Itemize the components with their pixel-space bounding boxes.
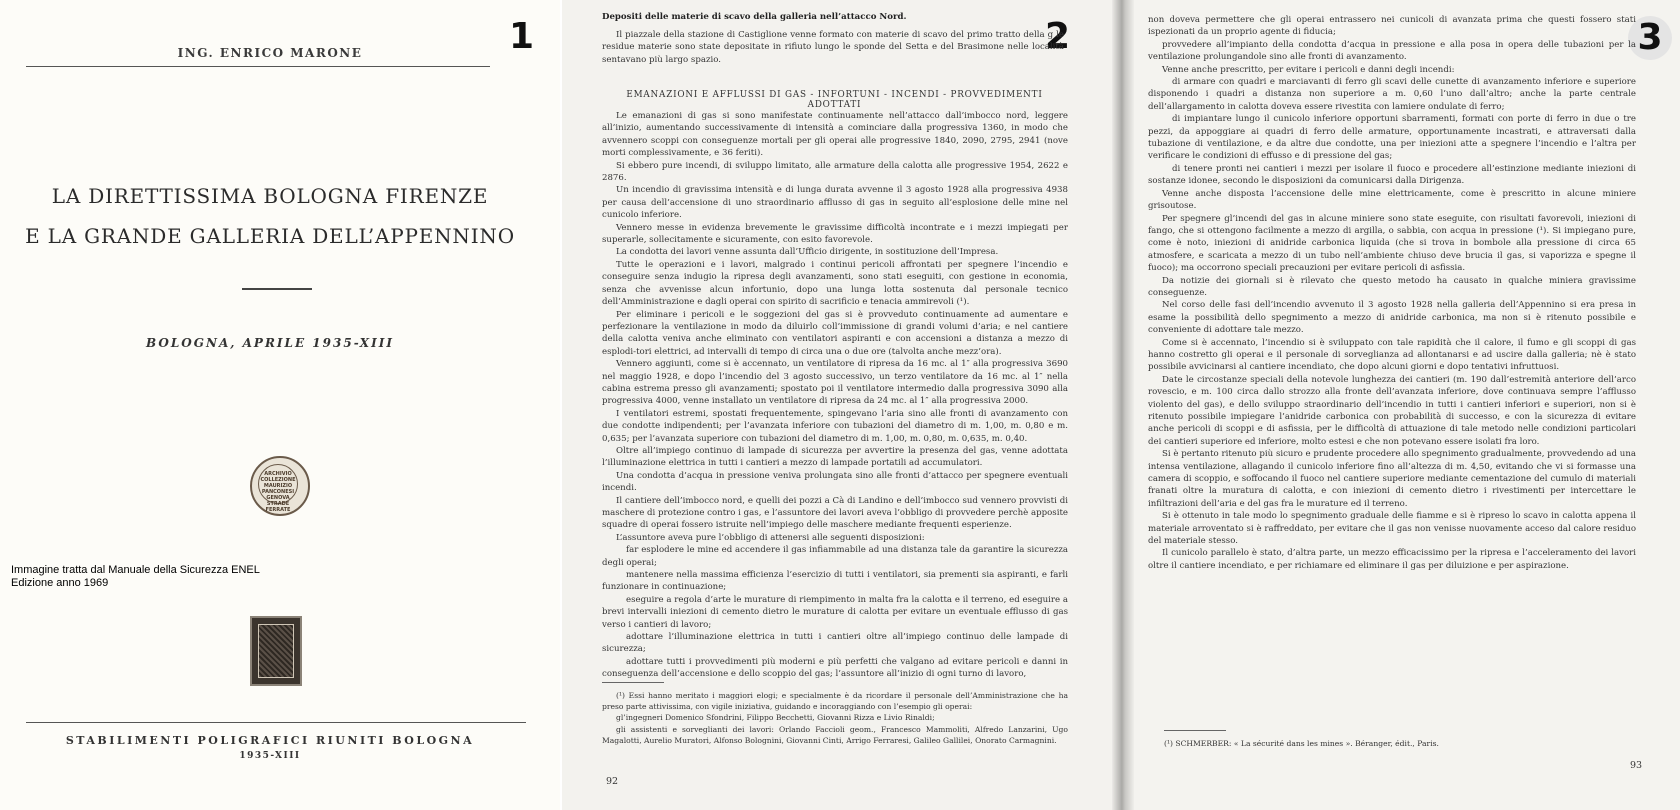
paragraph: Nel corso delle fasi dell’incendio avvenuto il 3 agosto 1928 nella galleria dell’Appennino si era presa in esame la possibilità dello spegnimento a mezzo di anidride carbonica, ma non si è ritenuto possibile e conveniente di adottare tale mezzo. <box>1148 300 1636 336</box>
page-92-footnote <box>602 690 1068 756</box>
paragraph: Date le circostanze speciali della notevole lunghezza dei cantieri (m. 190 dall’estremità anteriore dell’arco rovescio, e m. 100 circa dallo strozzo alla fronte dell’avanzata inferiore, dove continuava sempre l’afflusso violento del gas), e dello sviluppo straordinario dell’incendio in tutti i cantieri inferiori e superiori, non si è ritenuto possibile impiegare l’anidride carbonica con probabilità di successo, e con la sicurezza di evitare anche pericoli di scoppi e di asfissia, per le difficoltà di attuazione di tale metodo nelle condizioni particolari dei cantieri superiore ed inferiore, molto estesi e che non potevano essere isolati fra loro. <box>1148 374 1636 447</box>
paragraph: Un incendio di gravissima intensità e di lunga durata avvenne il 3 agosto 1928 alla progressiva 4938 per causa dell’accensione di uno straordinario afflusso di gas in seguito all’esplosione delle mine nel cunicolo inferiore. <box>602 185 1068 221</box>
paragraph: Il cantiere dell’imbocco nord, e quelli dei pozzi a Cà di Landino e dell’imbocco sud vennero provvisti di maschere di protezione contro i gas, e l’assuntore dei lavori aveva l’obbligo di provvedere perchè apposite squadre di operai fossero istruite nell’impiego delle maschere mediante frequenti esperienze. <box>602 495 1068 531</box>
publication-year: 1935-XIII <box>239 751 301 761</box>
paragraph: di impiantare lungo il cunicolo inferiore opportuni sbarramenti, formati con porte di ferro in due o tre pezzi, da appoggiare ai quadri di ferro delle armature, opportunamente incastrati, e attraversati dalla tubazione di ventilazione, e da altre due condotte, una per iniezioni atte a spegnere l’incendio e l’altra per verificare le condizioni di effusso e di pressione del gas; <box>1148 114 1636 162</box>
page-93-body <box>1148 14 1636 571</box>
top-rule <box>26 66 490 67</box>
page-number: 92 <box>606 776 619 787</box>
paragraph: L’assuntore aveva pure l’obbligo di attenersi alle seguenti disposizioni: <box>616 532 925 543</box>
paragraph: Venne anche prescritto, per evitare i pericoli e danni degli incendi: <box>1162 64 1455 75</box>
paragraph: non doveva permettere che gli operai entrassero nei cunicoli di avanzata prima che questi fossero stati ispezionati da un proprio agente di fiducia; <box>1148 15 1636 38</box>
panel-number: 3 <box>1628 16 1672 60</box>
footnote-rule <box>602 682 664 683</box>
paragraph: Il piazzale della stazione di Castiglione venne formato con materie di scavo del primo tratto della g le residue materie sono state depositate in rifiuto lungo le sponde del Setta e del Brasimone nelle località sentavano più largo spazio. <box>602 30 1064 65</box>
author: ING. ENRICO MARONE <box>177 46 363 60</box>
paragraph: di armare con quadri e marciavanti di ferro gli scavi delle cunette di avanzamento inferiore e superiore disponendo i quadri a distanza non superiore a m. 0,60 l’uno dall’altro; anche la parte centrale dell’allargamento in calotta doveva essere rivestita con lamiere ondulate di ferro; <box>1148 77 1636 112</box>
page-92-body <box>602 110 1068 680</box>
paragraph: Si è ottenuto in tale modo lo spegnimento graduale delle fiamme e si è ripreso lo scavo in calotta appena il materiale arroventato si è raffreddato, per evitare che il gas non venisse nuovamente acceso dal calore residuo del materiale stesso. <box>1148 511 1636 547</box>
paragraph: Oltre all’impiego continuo di lampade di sicurezza per avvertire la presenza del gas, venne adottata l’illuminazione elettrica in tutti i cantieri a mezzo di lampade portatili ad accumulatori. <box>602 445 1068 469</box>
paragraph: Per spegnere gl’incendi del gas in alcune miniere sono state eseguite, con risultati favorevoli, iniezioni di fango, che si ottengono facilmente a mezzo di argilla, o sabbia, con acqua in pressione (¹). Si impiegano pure, come è noto, iniezioni di anidride carbonica liquida (che si trova in bombole alla pressione di circa 65 atmosfere, e scaricata a mezzo di un tubo nell’ambiente chiuso deve brucia il gas, si vaporizza e spegne il fuoco); ma occorrono speciali precauzioni per evitare pericoli di asfissia. <box>1148 213 1636 274</box>
page-number: 93 <box>1630 760 1643 771</box>
paragraph: Da notizie dei giornali si è rilevato che questo metodo ha causato in qualche miniera gravissime conseguenze. <box>1148 275 1636 298</box>
title-ornament-rule <box>242 288 312 290</box>
paragraph: far esplodere le mine ed accendere il gas infiammabile ad una distanza tale da garantire la sicurezza degli operai; <box>602 545 1068 568</box>
paragraph: Tutte le operazioni e i lavori, malgrado i continui pericoli affrontati per spegnere l’incendio e conseguire senza indugio la ripresa degli avanzamenti, sono stati eseguiti, con gestione in economia, senza che avvenisse alcun infortunio, dopo una lunga lotta sostenuta dal personale tecnico dell’Amministrazione e dagli operai con spirito di sacrificio e tenacia ammirevoli (¹). <box>602 259 1068 308</box>
footnote-rule <box>1164 730 1226 731</box>
book-spine-shadow <box>1112 0 1134 810</box>
bottom-rule <box>26 722 526 723</box>
panel-number: 2 <box>1044 16 1070 57</box>
page-93-footnote: (¹) SCHMERBER: « La sécurité dans les mines ». Béranger, édit., Paris. <box>1164 739 1439 748</box>
paragraph: Per eliminare i pericoli e le soggezioni del gas si è provveduto continuamente ad aumentare e perfezionare la ventilazione in modo da diluirlo coll’immissione di grandi volumi d’aria; e nel cantiere della calotta veniva anche eliminato con ventilatori aspiranti e con accensioni a distanza a mezzo di esplodi-tori elettrici, ad intervalli di tempo di circa una o due ore (talvolta anche mezz’ora). <box>602 309 1068 357</box>
book-title-line-2: E LA GRANDE GALLERIA DELL’APPENNINO <box>25 224 515 248</box>
paragraph: Vennero aggiunti, come si è accennato, un ventilatore di ripresa da 16 mc. al 1″ alla progressiva 3690 nel maggio 1928, e dopo l’incendio del 3 agosto successivo, un terzo ventilatore da 16 mc. al 1″ nella cabina estrema presso gli avanzamenti; spostato poi il ventilatore intermedio dalla progressiva 3090 alla progressiva 4000, venne installato un ventilatore di ripresa da 24 mc. al 1″ alla progressiva 2000. <box>602 359 1068 407</box>
paragraph: eseguire a regola d’arte le murature di riempimento in malta fra la calotta e il terreno, ed eseguire a brevi intervalli iniezioni di cemento dietro le murature di calotta per evitare un eventuale efflusso di gas verso i cantieri di lavoro; <box>602 594 1068 630</box>
publisher-emblem <box>250 616 302 686</box>
paragraph: Si è pertanto ritenuto più sicuro e prudente procedere allo spegnimento gradualmente, provvedendo ad una intensa ventilazione, allagando il cunicolo inferiore fino all’altezza di m. 4,50, evitando che vi si formasse una camera di scoppio, e soffocando il fuoco nel cantiere superiore mediante cementazione del cumulo di materiali franati oltre la muratura di calotta, e con iniezioni di cemento dietro i rivestimenti per intercettare le infiltrazioni dell’aria e del gas fra le murature ed il terreno. <box>1148 449 1636 509</box>
paragraph: Venne anche disposta l’accensione delle mine elettricamente, come è prescritto in alcune miniere grisoutose. <box>1148 188 1636 212</box>
paragraph: mantenere nella massima efficienza l’esercizio di tutti i ventilatori, sia prementi sia aspiranti, e farli funzionare in continuazione; <box>602 570 1068 593</box>
panel-number: 1 <box>508 16 534 57</box>
section-heading: Depositi delle materie di scavo della galleria nell’attacco Nord. <box>602 12 907 22</box>
chapter-heading: EMANAZIONI E AFFLUSSI DI GAS - INFORTUNI - INCENDI - PROVVEDIMENTI ADOTTATI <box>626 90 1043 110</box>
paragraph: adottare l’illuminazione elettrica in tutti i cantieri oltre all’impiego continuo delle lampade di sicurezza; <box>602 632 1068 655</box>
caption-line-1: Immagine tratta dal Manuale della Sicurezza ENEL <box>11 564 260 576</box>
section-intro <box>602 29 1064 63</box>
cover-page <box>0 0 560 810</box>
paragraph: Si ebbero pure incendi, di sviluppo limitato, alle armature della calotta alle progressive 1954, 2622 e 2876. <box>602 160 1068 184</box>
paragraph: Come si è accennato, l’incendio si è sviluppato con tale rapidità che il calore, il fumo e gli scoppi di gas hanno costretto gli operai e il personale di sorveglianza ad allontanarsi e ad uscire dalla galleria; nè è stato possibile avvicinarsi al cantiere incendiato, che dopo alcuni giorni e dopo tentativi infruttuosi. <box>1148 337 1636 373</box>
paragraph: adottare tutti i provvedimenti più moderni e più perfetti che valgano ad evitare pericoli e danni in conseguenza dell’accensione e dello scoppio del gas; l’assuntore all’inizio di ogni turno di lavoro, <box>602 656 1068 680</box>
paragraph: provvedere all’impianto della condotta d’acqua in pressione e alla posa in opera delle tubazioni per la ventilazione prolungandole sino alle fronti di avanzamento. <box>1148 39 1636 63</box>
publisher: STABILIMENTI POLIGRAFICI RIUNITI BOLOGNA <box>65 734 475 747</box>
place-date: BOLOGNA, APRILE 1935-XIII <box>146 336 394 350</box>
paragraph: Una condotta d’acqua in pressione veniva prolungata sino alle fronti d’attacco per spegnere eventuali incendi. <box>602 470 1068 494</box>
paragraph: Vennero messe in evidenza brevemente le gravissime difficoltà incontrate e i mezzi impiegati per superarle, sollecitamente e sicuramente, con esito favorevole. <box>602 222 1068 246</box>
archive-seal-stamp <box>250 456 310 516</box>
paragraph: (¹) Essi hanno meritato i maggiori elogi; e specialmente è da ricordare il personale dell’Amministrazione che ha preso parte attivissima, con vigile iniziativa, guidando e incoraggiando con l’esempio gli operai: <box>602 691 1068 712</box>
book-title-line-1: LA DIRETTISSIMA BOLOGNA FIRENZE <box>51 184 489 208</box>
paragraph: gli assistenti e sorveglianti dei lavori: Orlando Faccioli geom., Francesco Mammoliti, Alfredo Lanzarini, Ugo Magalotti, Aurelio Muratori, Alfonso Bolognini, Giovanni Cinti, Arrigo Ferraresi, Galileo Gallilei, Onorato Carmagnini. <box>602 724 1068 745</box>
seal-text: ARCHIVIO COLLEZIONE MAURIZIO PANCONESI GENOVA STRADE FERRATE <box>258 464 298 504</box>
paragraph: di tenere pronti nei cantieri i mezzi per isolare il fuoco e procedere all’estinzione mediante iniezioni di sostanze idonee, secondo le disposizioni da comunicarsi dalla Dirigenza. <box>1148 163 1636 187</box>
caption-line-2: Edizione anno 1969 <box>11 577 109 589</box>
paragraph: La condotta dei lavori venne assunta dall’Ufficio dirigente, in sostituzione dell’Impresa. <box>616 247 999 258</box>
paragraph: I ventilatori estremi, spostati frequentemente, spingevano l’aria sino alle fronti di avanzamento con due condotte indipendenti; per l’avanzata inferiore con tubazioni del diametro di m. 1,00, m. 0,80 e m. 0,635; per l’avanzata superiore con tubazioni del diametro di m. 1,00, m. 0,80, m. 0,635, m. 0,40. <box>602 408 1068 444</box>
paragraph: Il cunicolo parallelo è stato, d’altra parte, un mezzo efficacissimo per la ripresa e l’acceleramento dei lavori oltre il cantiere incendiato, e per richiamare ed eliminare il gas per diluizione e per aspirazione. <box>1148 548 1636 571</box>
paragraph: Le emanazioni di gas si sono manifestate continuamente nell’attacco dall’imbocco nord, leggere all’inizio, aumentando successivamente di intensità a cominciare dalla progressiva 1360, in modo che avvennero scoppi con conseguenze mortali per gli operai alle progressive 1840, 2090, 2795, 2941 (nove morti complessivamente, e 36 feriti). <box>602 111 1068 159</box>
paragraph: gl’ingegneri Domenico Sfondrini, Filippo Becchetti, Giovanni Rizza e Livio Rinaldi; <box>616 713 935 723</box>
image-caption <box>11 564 260 590</box>
